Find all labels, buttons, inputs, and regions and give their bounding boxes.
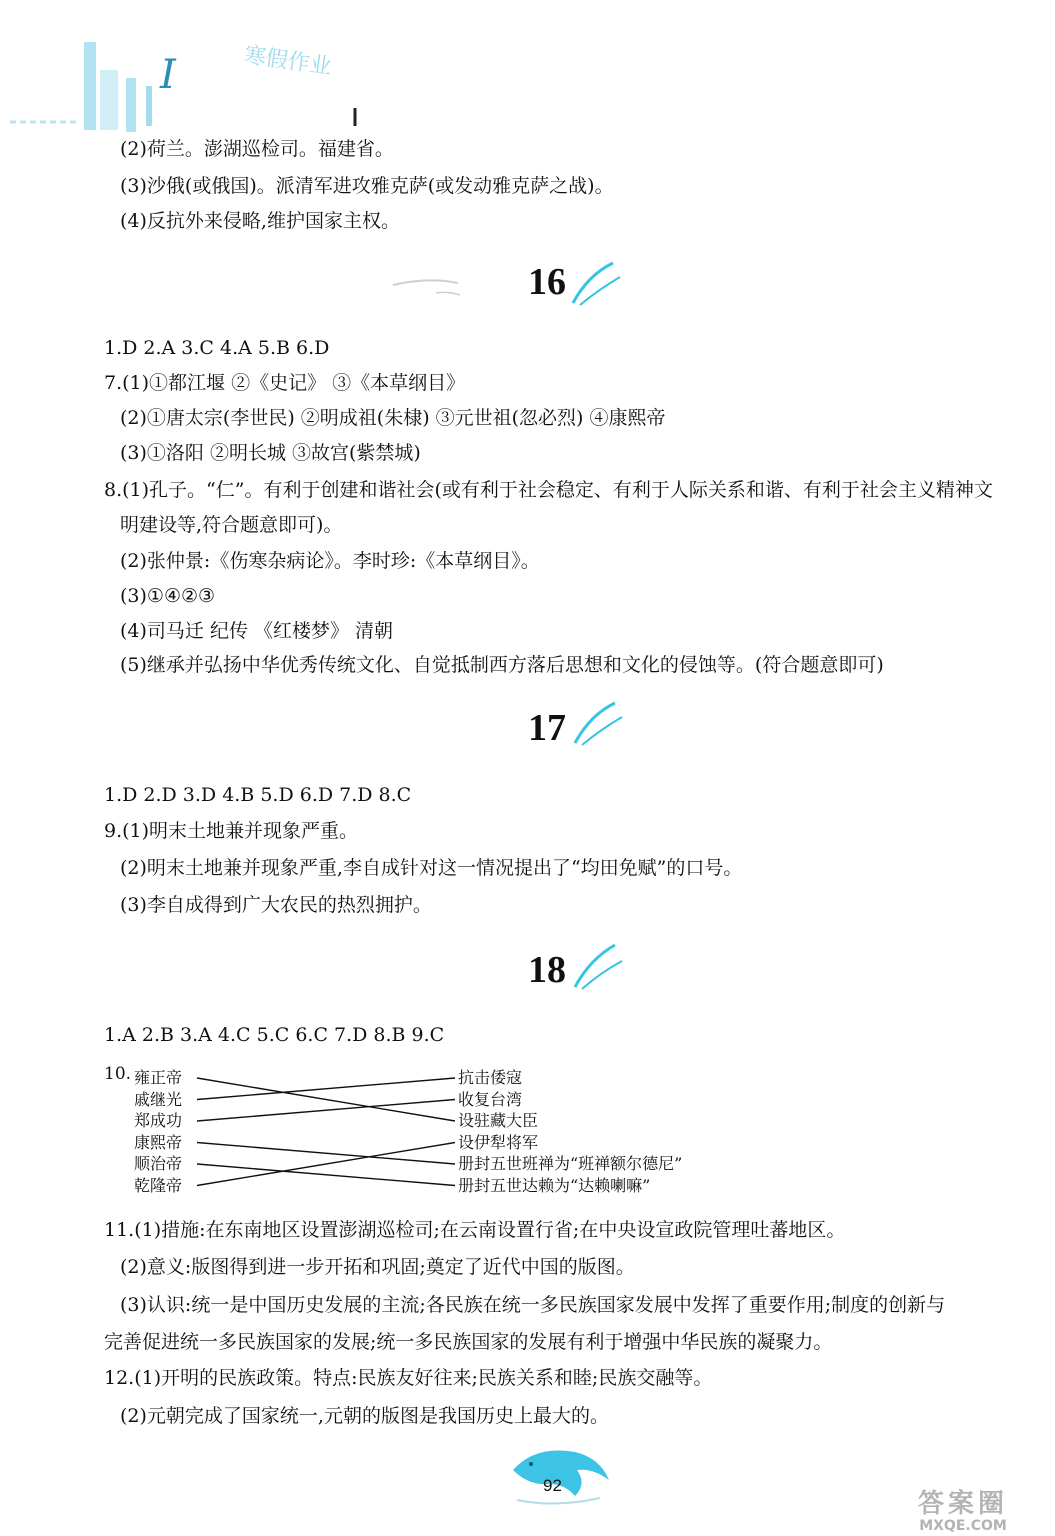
match-left-item: 雍正帝 [134, 1068, 183, 1087]
section-number: 17 [528, 707, 566, 749]
answer-line: (3)沙俄(或俄国)。派清军进攻雅克萨(或发动雅克萨之战)。 [120, 175, 614, 197]
match-left-item: 乾隆帝 [134, 1175, 183, 1195]
match-connection-line [197, 1143, 455, 1186]
watermark-url: MXQE.COM [919, 1518, 1007, 1534]
watermark-title: 答案圈 [917, 1489, 1008, 1519]
section-number: 18 [528, 949, 566, 991]
header-decoration [0, 30, 380, 140]
match-right-item: 收复台湾 [458, 1089, 523, 1109]
swoosh-decoration [560, 935, 640, 1000]
match-connection-line [197, 1100, 455, 1122]
svg-text:I: I [160, 52, 176, 98]
watermark [878, 1490, 1048, 1534]
dolphin-icon [505, 1440, 615, 1508]
match-left-item: 郑成功 [134, 1111, 183, 1130]
match-connection-line [197, 1143, 455, 1165]
match-connection-line [197, 1078, 455, 1100]
match-right-item: 设驻藏大臣 [458, 1111, 539, 1130]
answer-line: (2)张仲景:《伤寒杂病论》。李时珍:《本草纲目》。 [120, 550, 540, 572]
answer-line: (2)①唐太宗(李世民) ②明成祖(朱棣) ③元世祖(忽必烈) ④康熙帝 [120, 407, 666, 429]
match-right-item: 抗击倭寇 [458, 1068, 523, 1087]
match-left-item: 康熙帝 [134, 1132, 183, 1152]
answer-line: 12.(1)开明的民族政策。特点:民族友好往来;民族关系和睦;民族交融等。 [104, 1367, 713, 1389]
swoosh-decoration [560, 695, 640, 755]
page-number: 92 [543, 1476, 562, 1495]
answer-line: (2)明末土地兼并现象严重,李自成针对这一情况提出了“均田免赋”的口号。 [120, 857, 743, 879]
answer-line: 7.(1)①都江堰 ②《史记》 ③《本草纲目》 [104, 372, 466, 394]
choice-answers: 1.D 2.D 3.D 4.B 5.D 6.D 7.D 8.C [104, 784, 412, 806]
section-number: 16 [528, 261, 566, 303]
answer-line: 8.(1)孔子。“仁”。有利于创建和谐社会(或有利于社会稳定、有利于人际关系和谐、有利于社会主义精神文 [104, 479, 993, 501]
answer-line: (4)司马迁 纪传 《红楼梦》 清朝 [120, 620, 394, 642]
swoosh-decoration [388, 255, 648, 315]
match-right-item: 设伊犁将军 [458, 1132, 539, 1152]
match-connection-line [197, 1164, 455, 1186]
answer-line: (5)继承并弘扬中华优秀传统文化、自觉抵制西方落后思想和文化的侵蚀等。(符合题意即可) [120, 654, 884, 676]
answer-line: 11.(1)措施:在东南地区设置澎湖巡检司;在云南设置行省;在中央设宣政院管理吐蕃地区。 [104, 1219, 846, 1241]
question-number: 10. [104, 1064, 132, 1084]
answer-line: (2)荷兰。澎湖巡检司。福建省。 [120, 138, 394, 160]
answer-line: (4)反抗外来侵略,维护国家主权。 [120, 210, 400, 232]
match-right-item: 册封五世班禅为“班禅额尔德尼” [458, 1154, 683, 1173]
answer-line: 明建设等,符合题意即可)。 [120, 514, 343, 536]
answer-line: (2)意义:版图得到进一步开拓和巩固;奠定了近代中国的版图。 [120, 1256, 635, 1278]
choice-answers: 1.D 2.A 3.C 4.A 5.B 6.D [104, 337, 330, 359]
match-right-item: 册封五世达赖为“达赖喇嘛” [458, 1175, 651, 1195]
answer-line: 9.(1)明末土地兼并现象严重。 [104, 820, 359, 842]
match-connection-line [197, 1078, 455, 1121]
choice-answers: 1.A 2.B 3.A 4.C 5.C 6.C 7.D 8.B 9.C [104, 1024, 445, 1046]
answer-line: (3)①④②③ [120, 585, 216, 607]
answer-line: (3)①洛阳 ②明长城 ③故宫(紫禁城) [120, 442, 421, 464]
answer-line: (3)认识:统一是中国历史发展的主流;各民族在统一多民族国家发展中发挥了重要作用;制度的创新与 [120, 1294, 946, 1316]
answer-line: (2)元朝完成了国家统一,元朝的版图是我国历史上最大的。 [120, 1405, 609, 1427]
answer-line: 完善促进统一多民族国家的发展;统一多民族国家的发展有利于增强中华民族的凝聚力。 [104, 1331, 833, 1353]
match-left-item: 顺治帝 [134, 1154, 183, 1173]
match-left-item: 戚继光 [134, 1089, 183, 1109]
header-title-text: 寒假作业 [242, 42, 334, 80]
answer-line: (3)李自成得到广大农民的热烈拥护。 [120, 894, 432, 916]
